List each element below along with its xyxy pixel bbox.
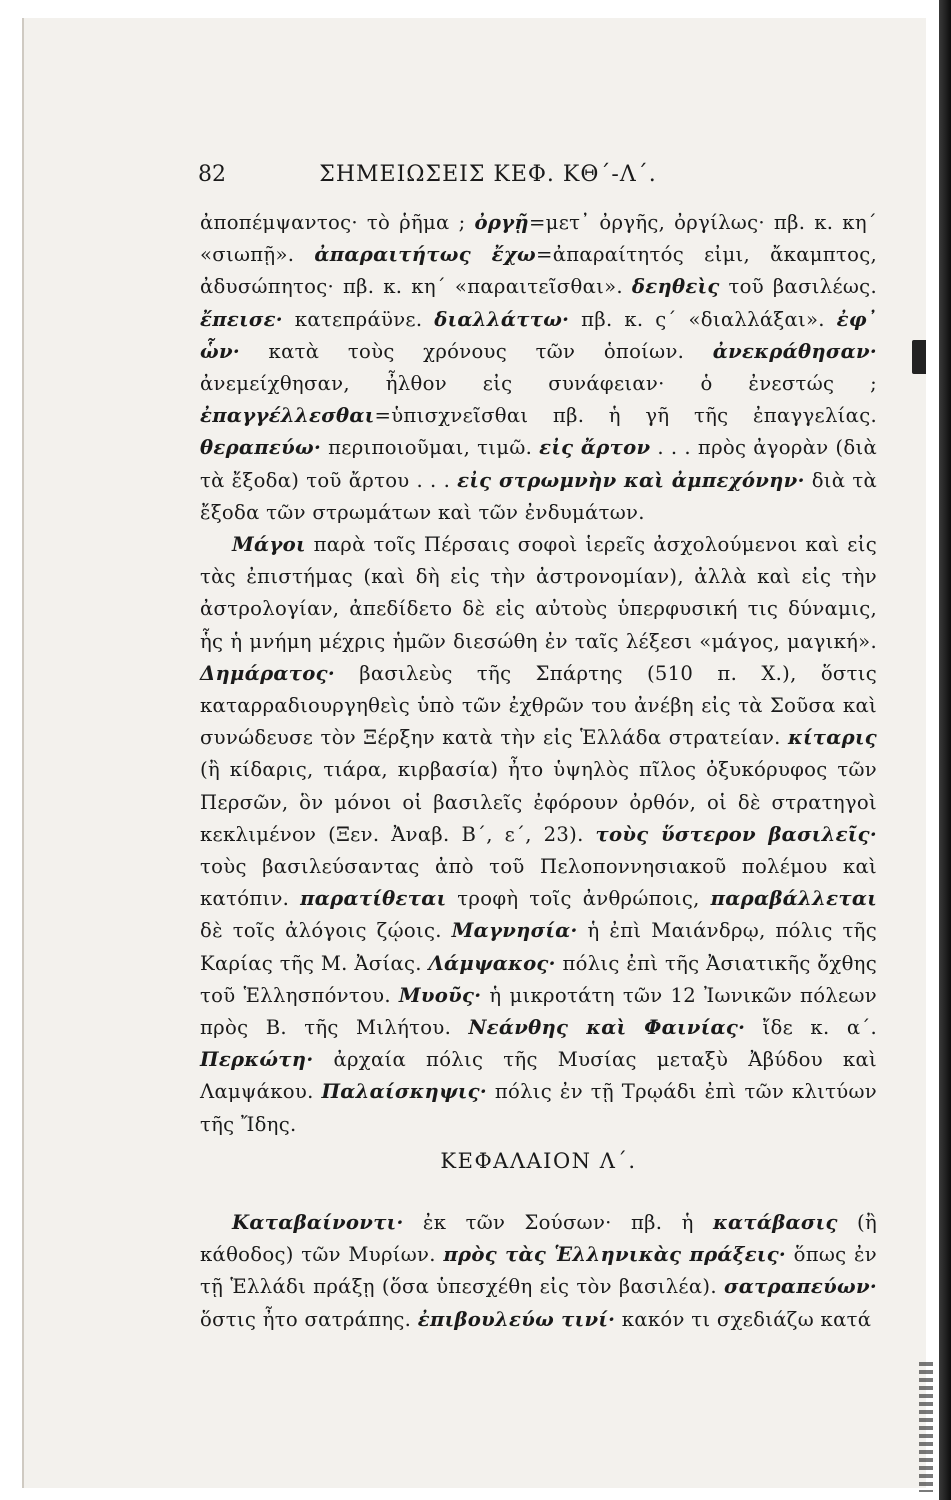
keyword-term: Νεάνθης καὶ Φαινίας· bbox=[468, 1016, 746, 1040]
keyword-term: ἐφ᾽ ὧν· bbox=[200, 307, 878, 363]
keyword-term: κατάβασις bbox=[713, 1210, 838, 1234]
keyword-term: σατραπεύων· bbox=[723, 1275, 877, 1299]
keyword-term: θεραπεύω· bbox=[200, 436, 322, 460]
paragraph bbox=[200, 207, 877, 529]
text-segment: ἐκ τῶν Σούσων· πβ. ἡ bbox=[403, 1210, 714, 1234]
text-segment: ἡ ἐπὶ Μαιάνδρῳ, πόλις τῆς Καρίας τῆς Μ. Ἀσίας. bbox=[200, 919, 877, 975]
running-title: ΣΗΜΕΙΩΣΕΙΣ ΚΕΦ. ΚΘ΄-Λ΄. bbox=[319, 162, 657, 187]
text-segment: ἴδε κ. α΄. bbox=[745, 1016, 877, 1040]
keyword-term: Δημάρατος· bbox=[200, 661, 335, 685]
keyword-term: Μυοῦς· bbox=[398, 983, 482, 1007]
keyword-term: τοὺς ὕστερον βασιλεῖς· bbox=[595, 822, 877, 846]
keyword-term: ἐπαγγέλλεσθαι bbox=[200, 404, 375, 428]
scan-ruler-mark bbox=[919, 1362, 933, 1492]
text-segment: τοὺς βασιλεύσαντας ἀπὸ τοῦ Πελοποννησιακοῦ πολέμου καὶ κατόπιν. bbox=[200, 855, 877, 911]
text-segment: ἀνεμείχθησαν, ἦλθον εἰς συνάφειαν· ὁ ἐνεστώς ; bbox=[200, 372, 877, 396]
text-segment: δὲ τοῖς ἀλόγοις ζῴοις. bbox=[200, 919, 452, 943]
text-segment: βασιλεὺς τῆς Σπάρτης (510 π. Χ.), ὅστις καταρραδιουργηθεὶς ὑπὸ τῶν ἐχθρῶν του ἀνέβη εἰς τὰ Σοῦσα καὶ συνώδευσε τὸν Ξέρξην κατὰ τὴν εἰς Ἑλλάδα στρατείαν. bbox=[200, 661, 877, 750]
text-segment: κατὰ τοὺς χρόνους τῶν ὁποίων. bbox=[239, 339, 713, 363]
page-tab-mark bbox=[912, 340, 926, 374]
text-segment: πβ. κ. ς΄ «διαλλάξαι». bbox=[569, 307, 837, 331]
page-number: 82 bbox=[198, 162, 226, 187]
keyword-term: Καταβαίνοντι· bbox=[232, 1210, 404, 1234]
text-segment: ὅπως ἐν τῇ Ἑλλάδι πράξῃ (ὅσα ὑπεσχέθη εἰς τὸν βασιλέα). bbox=[200, 1243, 877, 1299]
text-segment: κατεπράϋνε. bbox=[282, 307, 435, 331]
paragraph bbox=[200, 1207, 877, 1336]
text-segment: ὅστις ἦτο σατράπης. bbox=[200, 1307, 418, 1331]
running-header bbox=[198, 162, 758, 187]
keyword-term: κίταρις bbox=[788, 726, 877, 750]
keyword-term: δεηθεὶς bbox=[631, 275, 720, 299]
text-segment: (ἢ κάθοδος) τῶν Μυρίων. bbox=[200, 1210, 878, 1267]
keyword-term: παρατίθεται bbox=[300, 887, 447, 911]
text-segment: πόλις ἐν τῇ Τρῳάδι ἐπὶ τῶν κλιτύων τῆς Ἴδης. bbox=[200, 1080, 878, 1136]
keyword-term: Παλαίσκηψις· bbox=[321, 1080, 487, 1104]
text-segment: ἡ μικροτάτη τῶν 12 Ἰωνικῶν πόλεων πρὸς Β. τῆς Μιλήτου. bbox=[200, 983, 877, 1040]
keyword-term: διαλλάττω· bbox=[434, 307, 570, 331]
scan-edge bbox=[939, 0, 951, 1500]
keyword-term: ὀργῇ bbox=[474, 211, 529, 234]
text-segment: ἀρχαία πόλις τῆς Μυσίας μεταξὺ Ἀβύδου καὶ Λαμψάκου. bbox=[200, 1048, 877, 1104]
text-segment: (ἢ κίδαρις, τιάρα, κιρβασία) ἦτο ὑψηλὸς πῖλος ὀξυκόρυφος τῶν Περσῶν, ὃν μόνοι οἱ βασιλεῖς ἐφόρουν ὀρθόν, οἱ δὲ στρατηγοὶ κεκλιμένον (Ξεν. Ἀναβ. Β΄, ε΄, 23). bbox=[200, 758, 877, 846]
keyword-term: πρὸς τὰς Ἑλληνικὰς πράξεις· bbox=[443, 1243, 787, 1267]
text-segment: κακόν τι σχεδιάζω κατά bbox=[615, 1307, 872, 1331]
keyword-term: ἐπιβουλεύω τινί· bbox=[417, 1307, 616, 1331]
text-segment: =μετ᾽ ὀργῆς, ὀργίλως· πβ. κ. κη΄ «σιωπῇ». bbox=[200, 211, 877, 267]
chapter-heading: ΚΕΦΑΛΑΙΟΝ Λ΄. bbox=[440, 1148, 637, 1173]
text-segment: παρὰ τοῖς Πέρσαις σοφοὶ ἱερεῖς ἀσχολούμενοι καὶ εἰς τὰς ἐπιστήμας (καὶ δὴ εἰς τὴν ἀστρονομίαν), ἀλλὰ καὶ εἰς τὴν ἀστρολογίαν, ἀπεδίδετο δὲ εἰς αὐτοὺς ὑπερφυσική τις δύναμις, ἧς ἡ μνήμη μέχρις ἡμῶν διεσώθη ἐν ταῖς λέξεσι «μάγος, μαγική». bbox=[200, 533, 877, 653]
text-segment: τροφὴ τοῖς ἀνθρώποις, bbox=[446, 887, 711, 911]
keyword-term: Περκώτη· bbox=[200, 1048, 314, 1072]
keyword-term: εἰς στρωμνὴν καὶ ἀμπεχόνην· bbox=[457, 468, 805, 492]
text-segment: ἀποπέμψαντος· τὸ ῥῆμα ; bbox=[200, 211, 475, 234]
text-segment: περιποιοῦμαι, τιμῶ. bbox=[321, 436, 540, 460]
text-segment: =ὑπισχνεῖσθαι πβ. ἡ γῆ τῆς ἐπαγγελίας. bbox=[374, 404, 877, 428]
body-text bbox=[200, 207, 877, 1336]
keyword-term: Λάμψακος· bbox=[428, 951, 556, 975]
keyword-term: εἰς ἄρτον bbox=[539, 436, 651, 460]
text-segment: διὰ τὰ ἔξοδα τῶν στρωμάτων καὶ τῶν ἐνδυμάτων. bbox=[200, 468, 877, 524]
keyword-term: Μάγοι bbox=[232, 533, 306, 557]
keyword-term: ἀνεκράθησαν· bbox=[712, 339, 877, 363]
keyword-term: Μαγνησία· bbox=[451, 919, 578, 943]
text-segment: . . . πρὸς ἀγορὰν (διὰ τὰ ἔξοδα) τοῦ ἄρτου . . . bbox=[200, 436, 877, 492]
paragraph bbox=[200, 529, 877, 1141]
keyword-term: παραβάλλεται bbox=[710, 887, 877, 911]
text-segment: πόλις ἐπὶ τῆς Ἀσιατικῆς ὄχθης τοῦ Ἑλλησπόντου. bbox=[200, 951, 877, 1007]
keyword-term: ἔπεισε· bbox=[200, 307, 283, 331]
text-segment: =ἀπαραίτητός εἰμι, ἄκαμπτος, ἀδυσώπητος· πβ. κ. κη΄ «παραιτεῖσθαι». bbox=[200, 243, 878, 299]
text-segment: τοῦ βασιλέως. bbox=[719, 275, 877, 299]
keyword-term: ἀπαραιτήτως ἔχω bbox=[314, 243, 536, 267]
